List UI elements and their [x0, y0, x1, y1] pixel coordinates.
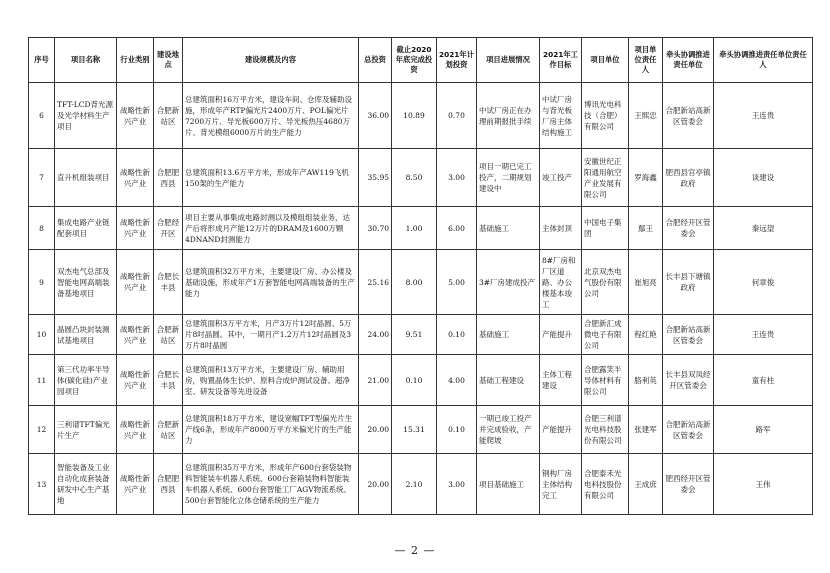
- page-number: — 2 —: [394, 544, 436, 557]
- work-target: 8#厂房和厂区道路、办公楼基本竣工: [540, 250, 582, 315]
- location: 合肥长丰县: [154, 355, 183, 406]
- row-index: 7: [29, 149, 55, 207]
- work-target: 产能提升: [540, 315, 582, 355]
- row-index: 13: [29, 454, 55, 515]
- location: 合肥长丰县: [154, 250, 183, 315]
- completed-investment: 2.10: [392, 454, 437, 515]
- lead-unit: 合肥新站高新区管委会: [663, 315, 714, 355]
- project-table: [28, 37, 813, 515]
- lead-unit: 肥西县官亭镇政府: [663, 149, 714, 207]
- header-cell: 牵头协调推进责任单位责任人: [714, 38, 813, 83]
- row-index: 8: [29, 207, 55, 250]
- table-row: [29, 454, 813, 515]
- lead-responsible: 王连贵: [714, 315, 813, 355]
- progress: 项目基础施工: [477, 454, 540, 515]
- header-cell: 项目名称: [55, 38, 117, 83]
- progress: 3#厂房建成投产: [477, 250, 540, 315]
- project-name: 晶圆凸块封装测试基地项目: [55, 315, 117, 355]
- planned-investment: 3.00: [437, 149, 477, 207]
- header-cell: 项目单位: [582, 38, 629, 83]
- scale-and-content: 总建筑面积18万平方米，建设宽幅TFT型偏光片生产线6条，形成年产8000万平方米偏光片的生产能力: [183, 406, 359, 454]
- work-target: 主体封顶: [540, 207, 582, 250]
- industry-category: 战略性新兴产业: [117, 250, 154, 315]
- planned-investment: 4.00: [437, 355, 477, 406]
- table-row: [29, 83, 813, 149]
- scale-and-content: 总建筑面积13万平方米，主要建设厂房、辅助用房，购置晶体生长炉、原料合成炉测试设备、超净室、研发设备等先进设备: [183, 355, 359, 406]
- industry-category: 战略性新兴产业: [117, 454, 154, 515]
- progress: 项目一期已完工投产，二期规划建设中: [477, 149, 540, 207]
- lead-unit: 长丰县下塘镇政府: [663, 250, 714, 315]
- scale-and-content: 项目主要从事集成电路封测以及模组组装业务，达产后将形成月产能12万片的DRAM及1600万颗4DNAND封测能力: [183, 207, 359, 250]
- location: 合肥新站区: [154, 406, 183, 454]
- work-target: 竣工投产: [540, 149, 582, 207]
- project-unit: 北京双杰电气股份有限公司: [582, 250, 629, 315]
- header-cell: 截止2020年底完成投资: [392, 38, 437, 83]
- lead-unit: 合肥新站高新区管委会: [663, 83, 714, 149]
- lead-responsible: 路军: [714, 406, 813, 454]
- header-cell: 总投资: [359, 38, 392, 83]
- progress: 一期已竣工投产并完成验收，产能爬坡: [477, 406, 540, 454]
- location: 合肥经开区: [154, 207, 183, 250]
- header-cell: 2021年计划投资: [437, 38, 477, 83]
- unit-responsible: 张建军: [629, 406, 663, 454]
- unit-responsible: 崔旭亮: [629, 250, 663, 315]
- project-unit: 合肥新汇成微电子有限公司: [582, 315, 629, 355]
- project-name: 双杰电气总部及智能电网高端装备基地项目: [55, 250, 117, 315]
- table-row: [29, 250, 813, 315]
- total-investment: 24.00: [359, 315, 392, 355]
- unit-responsible: 鄢王: [629, 207, 663, 250]
- header-cell: 项目进展情况: [477, 38, 540, 83]
- project-unit: 中国电子集团: [582, 207, 629, 250]
- unit-responsible: 罗海鑫: [629, 149, 663, 207]
- planned-investment: 0.10: [437, 406, 477, 454]
- scale-and-content: 总建筑面积16万平方米，建设车间、仓库及辅助设施，形成年产RTP偏光片2400万片、POL偏光片7200万片、导光板600万片、导光板热压4680万片、背光模组6000万片的生产能力: [183, 83, 359, 149]
- location: 合肥肥西县: [154, 454, 183, 515]
- row-index: 10: [29, 315, 55, 355]
- project-unit: 博讯光电科技（合肥）有限公司: [582, 83, 629, 149]
- header-cell: 建设规模及内容: [183, 38, 359, 83]
- planned-investment: 3.00: [437, 454, 477, 515]
- scale-and-content: 总建筑面积3万平方米，月产3万片12吋晶圆、5万片8吋晶圆。其中，一期月产1.2万片12吋晶圆及3万片8吋晶圆: [183, 315, 359, 355]
- project-name: 智能装备及工业自动化成套装备研发中心生产基地: [55, 454, 117, 515]
- unit-responsible: 王熙忠: [629, 83, 663, 149]
- industry-category: 战略性新兴产业: [117, 149, 154, 207]
- header-cell: 序号: [29, 38, 55, 83]
- completed-investment: 15.31: [392, 406, 437, 454]
- completed-investment: 8.50: [392, 149, 437, 207]
- lead-responsible: 谈建设: [714, 149, 813, 207]
- lead-unit: 长丰县双凤经开区管委会: [663, 355, 714, 406]
- location: 合肥肥西县: [154, 149, 183, 207]
- lead-unit: 合肥经开区管委会: [663, 207, 714, 250]
- table-row: [29, 207, 813, 250]
- total-investment: 20.00: [359, 406, 392, 454]
- planned-investment: 6.00: [437, 207, 477, 250]
- total-investment: 36.00: [359, 83, 392, 149]
- total-investment: 30.70: [359, 207, 392, 250]
- total-investment: 21.00: [359, 355, 392, 406]
- planned-investment: 5.00: [437, 250, 477, 315]
- progress: 基础施工: [477, 207, 540, 250]
- work-target: 钢构厂房主体结构完工: [540, 454, 582, 515]
- location: 合肥新站区: [154, 315, 183, 355]
- work-target: 中试厂房与背光板厂房主体结构施工: [540, 83, 582, 149]
- scale-and-content: 总建筑面积35万平方米，形成年产600台套袋装物料智能装车机器人系统、600台套箱装物料智能装车机器人系统、600台套智能工厂AGV物流系统、500台套智能化立体仓储系统的生产能力: [183, 454, 359, 515]
- table-row: [29, 149, 813, 207]
- progress: 基础工程建设: [477, 355, 540, 406]
- project-name: 直升机组装项目: [55, 149, 117, 207]
- row-index: 12: [29, 406, 55, 454]
- table-header-row: [29, 38, 813, 83]
- project-unit: 安徽世纪正阳通用航空产业发展有限公司: [582, 149, 629, 207]
- unit-responsible: 程红艳: [629, 315, 663, 355]
- industry-category: 战略性新兴产业: [117, 355, 154, 406]
- header-cell: 建设地点: [154, 38, 183, 83]
- header-cell: 行业类别: [117, 38, 154, 83]
- table-row: [29, 355, 813, 406]
- project-name: 三利谱TFT偏光片生产: [55, 406, 117, 454]
- project-unit: 合肥三利谱光电科技股份有限公司: [582, 406, 629, 454]
- completed-investment: 0.10: [392, 355, 437, 406]
- project-name: 集成电路产业链配套项目: [55, 207, 117, 250]
- project-unit: 合肥泰禾光电科技股份有限公司: [582, 454, 629, 515]
- row-index: 9: [29, 250, 55, 315]
- completed-investment: 10.89: [392, 83, 437, 149]
- unit-responsible: 王成庶: [629, 454, 663, 515]
- project-unit: 合肥露笑半导体材料有限公司: [582, 355, 629, 406]
- industry-category: 战略性新兴产业: [117, 406, 154, 454]
- total-investment: 20.00: [359, 454, 392, 515]
- location: 合肥新站区: [154, 83, 183, 149]
- planned-investment: 0.10: [437, 315, 477, 355]
- completed-investment: 1.00: [392, 207, 437, 250]
- progress: 基础施工: [477, 315, 540, 355]
- industry-category: 战略性新兴产业: [117, 207, 154, 250]
- total-investment: 35.95: [359, 149, 392, 207]
- header-cell: 2021年工作目标: [540, 38, 582, 83]
- total-investment: 25.16: [359, 250, 392, 315]
- row-index: 11: [29, 355, 55, 406]
- planned-investment: 0.70: [437, 83, 477, 149]
- project-name: 第三代功率半导体(碳化硅)产业园项目: [55, 355, 117, 406]
- scale-and-content: 总建筑面积13.6万平方米，形成年产AW119飞机150架的生产能力: [183, 149, 359, 207]
- lead-responsible: 王连贵: [714, 83, 813, 149]
- lead-responsible: 秦远望: [714, 207, 813, 250]
- work-target: 主体工程建设: [540, 355, 582, 406]
- table-row: [29, 406, 813, 454]
- header-cell: 项目单位责任人: [629, 38, 663, 83]
- lead-unit: 肥西经开区管委会: [663, 454, 714, 515]
- row-index: 6: [29, 83, 55, 149]
- industry-category: 战略性新兴产业: [117, 315, 154, 355]
- unit-responsible: 胳利英: [629, 355, 663, 406]
- lead-responsible: 童有柱: [714, 355, 813, 406]
- lead-responsible: 何章俊: [714, 250, 813, 315]
- industry-category: 战略性新兴产业: [117, 83, 154, 149]
- progress: 中试厂房正在办理前期报批手续: [477, 83, 540, 149]
- table-row: [29, 315, 813, 355]
- completed-investment: 9.51: [392, 315, 437, 355]
- completed-investment: 8.00: [392, 250, 437, 315]
- work-target: 产能提升: [540, 406, 582, 454]
- lead-responsible: 王伟: [714, 454, 813, 515]
- lead-unit: 合肥新站高新区管委会: [663, 406, 714, 454]
- project-name: TFT-LCD背光源及光学材料生产项目: [55, 83, 117, 149]
- header-cell: 牵头协调推进责任单位: [663, 38, 714, 83]
- scale-and-content: 总建筑面积32万平方米，主要建设厂房、办公楼及基础设施，形成年产1万套智能电网高端装备的生产能力: [183, 250, 359, 315]
